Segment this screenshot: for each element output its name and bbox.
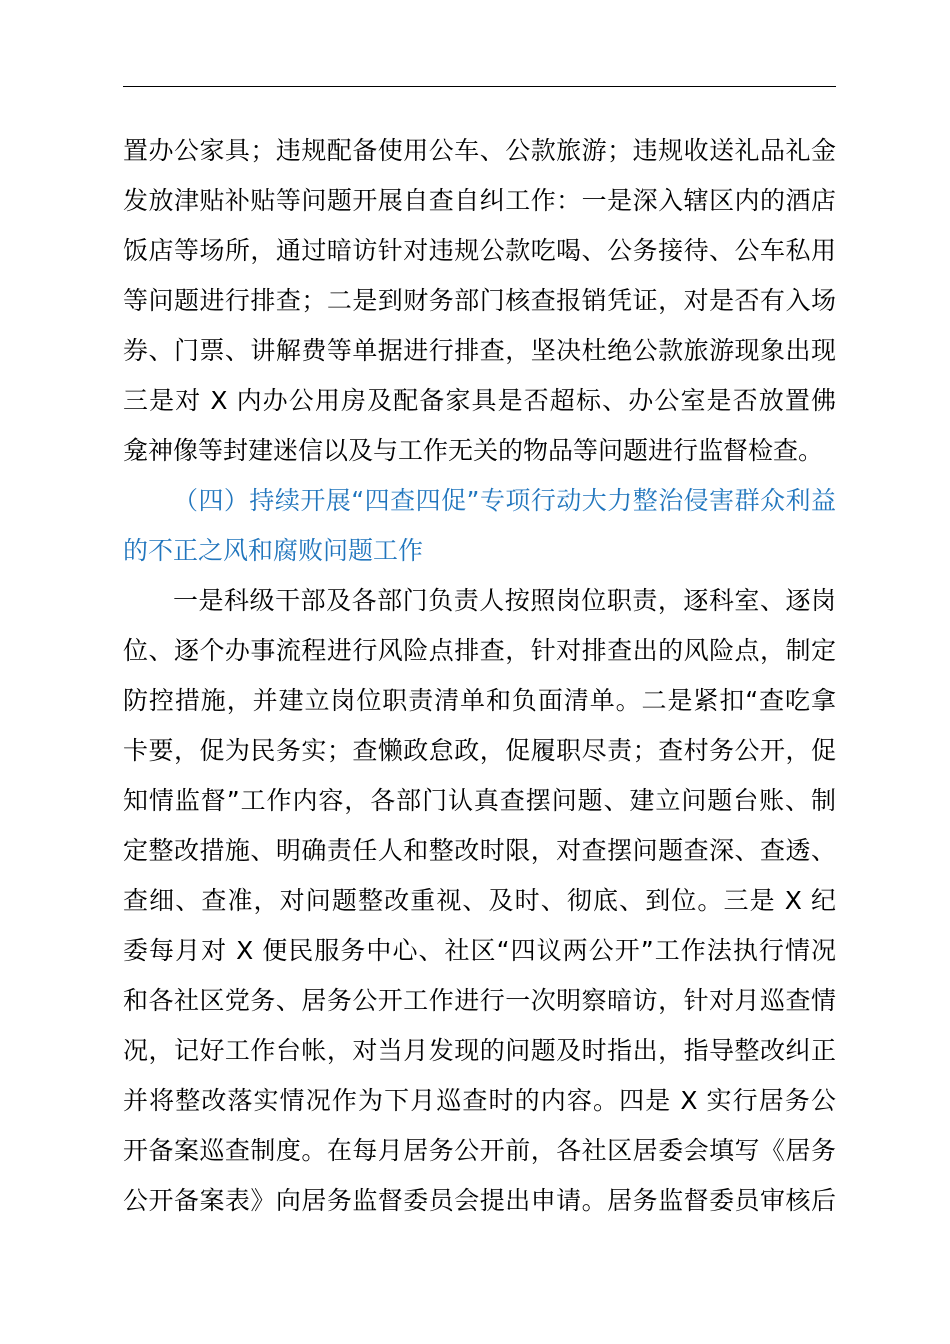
paragraph-line: 开备案巡查制度。在每月居务公开前，各社区居委会填写《居务 — [123, 1136, 836, 1165]
paragraph-line: 龛神像等封建迷信以及与工作无关的物品等问题进行监督检查。 — [123, 436, 824, 465]
paragraph-line: 三是对 X 内办公用房及配备家具是否超标、办公室是否放置佛 — [123, 386, 836, 415]
paragraph-line: 饭店等场所，通过暗访针对违规公款吃喝、公务接待、公车私用 — [123, 236, 836, 265]
paragraph-line: 位、逐个办事流程进行风险点排查，针对排查出的风险点，制定 — [123, 636, 836, 665]
paragraph-line: 和各社区党务、居务公开工作进行一次明察暗访，针对月巡查情 — [123, 986, 836, 1015]
paragraph-line: 公开备案表》向居务监督委员会提出申请。居务监督委员审核后 — [123, 1186, 836, 1215]
paragraph-line: 置办公家具；违规配备使用公车、公款旅游；违规收送礼品礼金 — [123, 136, 836, 165]
paragraph-line: 卡要，促为民务实；查懒政怠政，促履职尽责；查村务公开，促 — [123, 736, 836, 765]
paragraph-line: 查细、查准，对问题整改重视、及时、彻底、到位。三是 X 纪 — [123, 886, 836, 915]
paragraph-line: 定整改措施、明确责任人和整改时限，对查摆问题查深、查透、 — [123, 836, 836, 865]
section-heading-line: （四）持续开展“四查四促”专项行动大力整治侵害群众利益 — [173, 486, 836, 515]
paragraph-line: 委每月对 X 便民服务中心、社区“四议两公开”工作法执行情况 — [123, 936, 836, 965]
paragraph-line: 券、门票、讲解费等单据进行排查，坚决杜绝公款旅游现象出现 — [123, 336, 836, 365]
paragraph-line: 一是科级干部及各部门负责人按照岗位职责，逐科室、逐岗 — [173, 586, 836, 615]
paragraph-line: 发放津贴补贴等问题开展自查自纠工作：一是深入辖区内的酒店 — [123, 186, 836, 215]
paragraph-line: 知情监督”工作内容，各部门认真查摆问题、建立问题台账、制 — [123, 786, 836, 815]
paragraph-line: 防控措施，并建立岗位职责清单和负面清单。二是紧扣“查吃拿 — [123, 686, 836, 715]
paragraph-line: 况，记好工作台帐，对当月发现的问题及时指出，指导整改纠正 — [123, 1036, 836, 1065]
header-rule — [123, 86, 836, 87]
section-heading-line: 的不正之风和腐败问题工作 — [123, 536, 424, 565]
paragraph-line: 并将整改落实情况作为下月巡查时的内容。四是 X 实行居务公 — [123, 1086, 836, 1115]
paragraph-line: 等问题进行排查；二是到财务部门核查报销凭证，对是否有入场 — [123, 286, 836, 315]
